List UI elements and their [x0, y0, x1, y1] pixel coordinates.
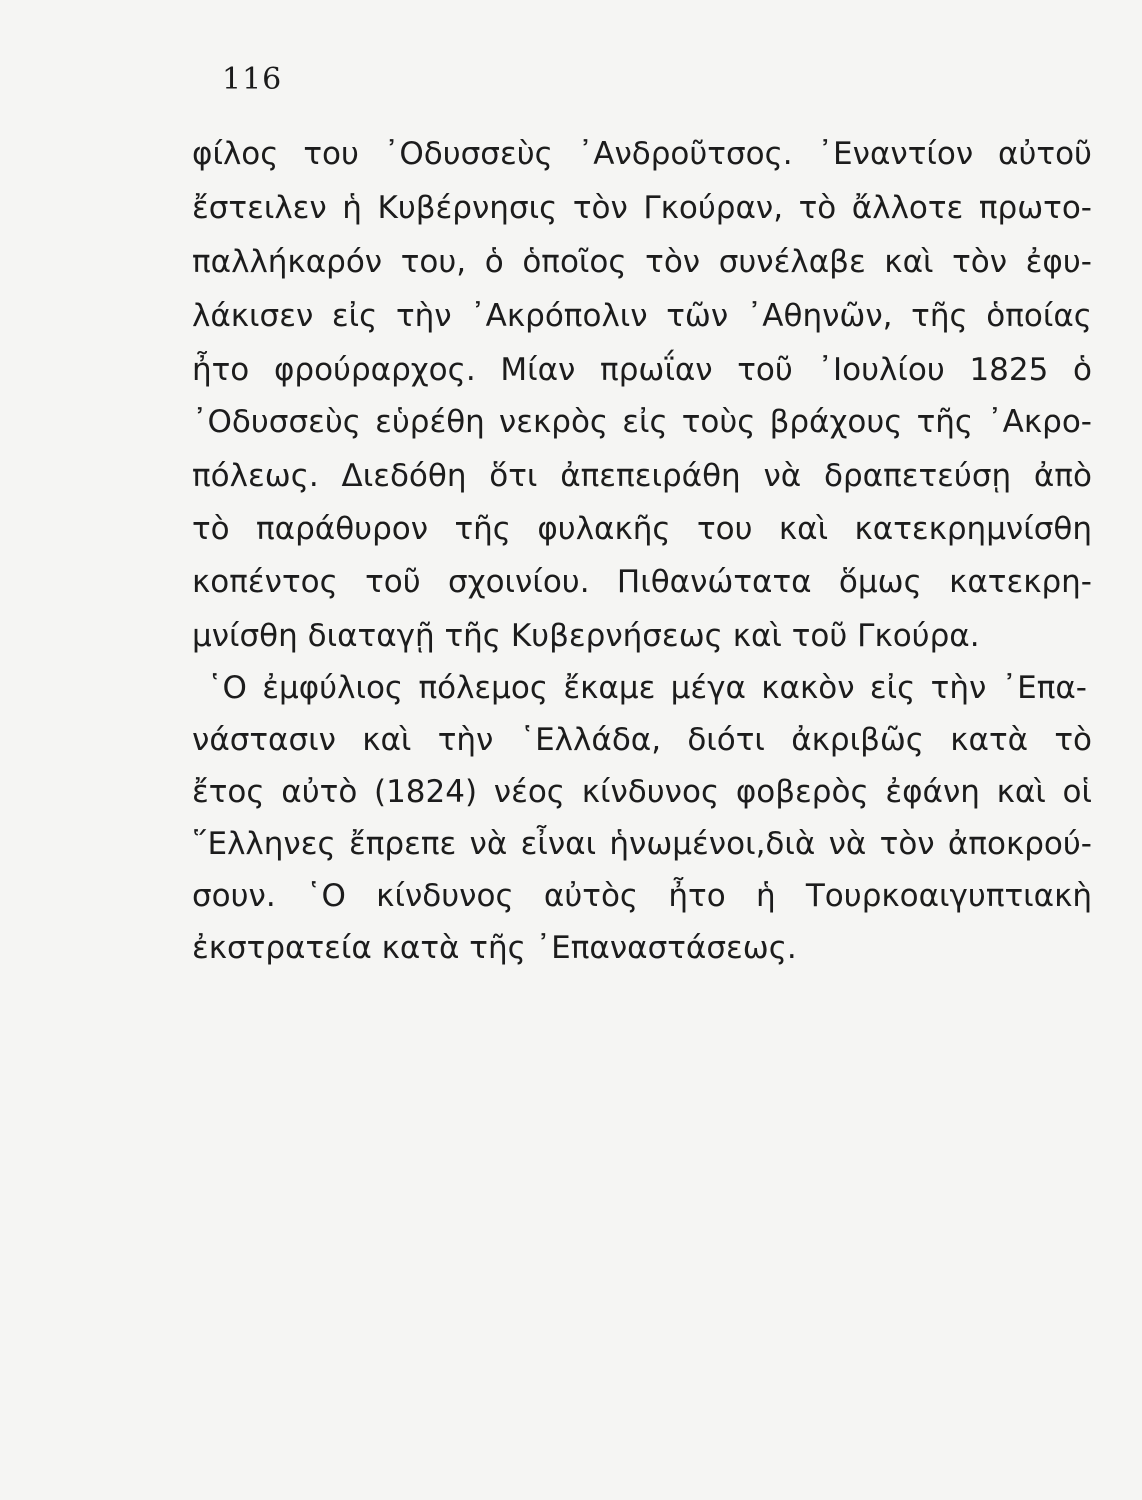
page-number: 116 [222, 62, 283, 97]
text-line: ᾿Οδυσσεὺς εὑρέθη νεκρὸς εἰς τοὺς βράχους τῆς ᾿Ακρο- [192, 404, 1092, 440]
text-line: ῾Ο ἐμφύλιος πόλεμος ἔκαμε μέγα κακὸν εἰς τὴν ᾿Επα- [207, 670, 1087, 706]
text-line: ἦτο φρούραρχος. Μίαν πρωΐαν τοῦ ᾿Ιουλίου 1825 ὁ [192, 352, 1092, 388]
text-line: ἔτος αὐτὸ (1824) νέος κίνδυνος φοβερὸς ἐφάνη καὶ οἱ [192, 774, 1092, 810]
text-line: μνίσθη διαταγῇ τῆς Κυβερνήσεως καὶ τοῦ Γκούρα. [192, 618, 980, 654]
text-line: παλλήκαρόν του, ὁ ὁποῖος τὸν συνέλαβε καὶ τὸν ἐφυ- [192, 244, 1092, 280]
text-line: νάστασιν καὶ τὴν ῾Ελλάδα, διότι ἀκριβῶς κατὰ τὸ [192, 722, 1092, 758]
text-line: σουν. ῾Ο κίνδυνος αὐτὸς ἦτο ἡ Τουρκοαιγυπτιακὴ [192, 878, 1092, 914]
text-line: πόλεως. Διεδόθη ὅτι ἀπεπειράθη νὰ δραπετεύσῃ ἀπὸ [192, 458, 1092, 494]
text-line: κοπέντος τοῦ σχοινίου. Πιθανώτατα ὅμως κατεκρη- [192, 564, 1092, 600]
text-line: ἐκστρατεία κατὰ τῆς ᾿Επαναστάσεως. [192, 930, 797, 966]
text-line: τὸ παράθυρον τῆς φυλακῆς του καὶ κατεκρημνίσθη [192, 511, 1092, 547]
text-line: λάκισεν εἰς τὴν ᾿Ακρόπολιν τῶν ᾿Αθηνῶν, τῆς ὁποίας [192, 298, 1092, 334]
text-line: φίλος του ᾿Οδυσσεὺς ᾿Ανδροῦτσος. ᾿Εναντίον αὐτοῦ [192, 136, 1092, 172]
text-line: ἔστειλεν ἡ Κυβέρνησις τὸν Γκούραν, τὸ ἄλλοτε πρωτο- [192, 190, 1092, 226]
text-line: ῞Ελληνες ἔπρεπε νὰ εἶναι ἡνωμένοι,διὰ νὰ τὸν ἀποκρού- [192, 826, 1092, 862]
